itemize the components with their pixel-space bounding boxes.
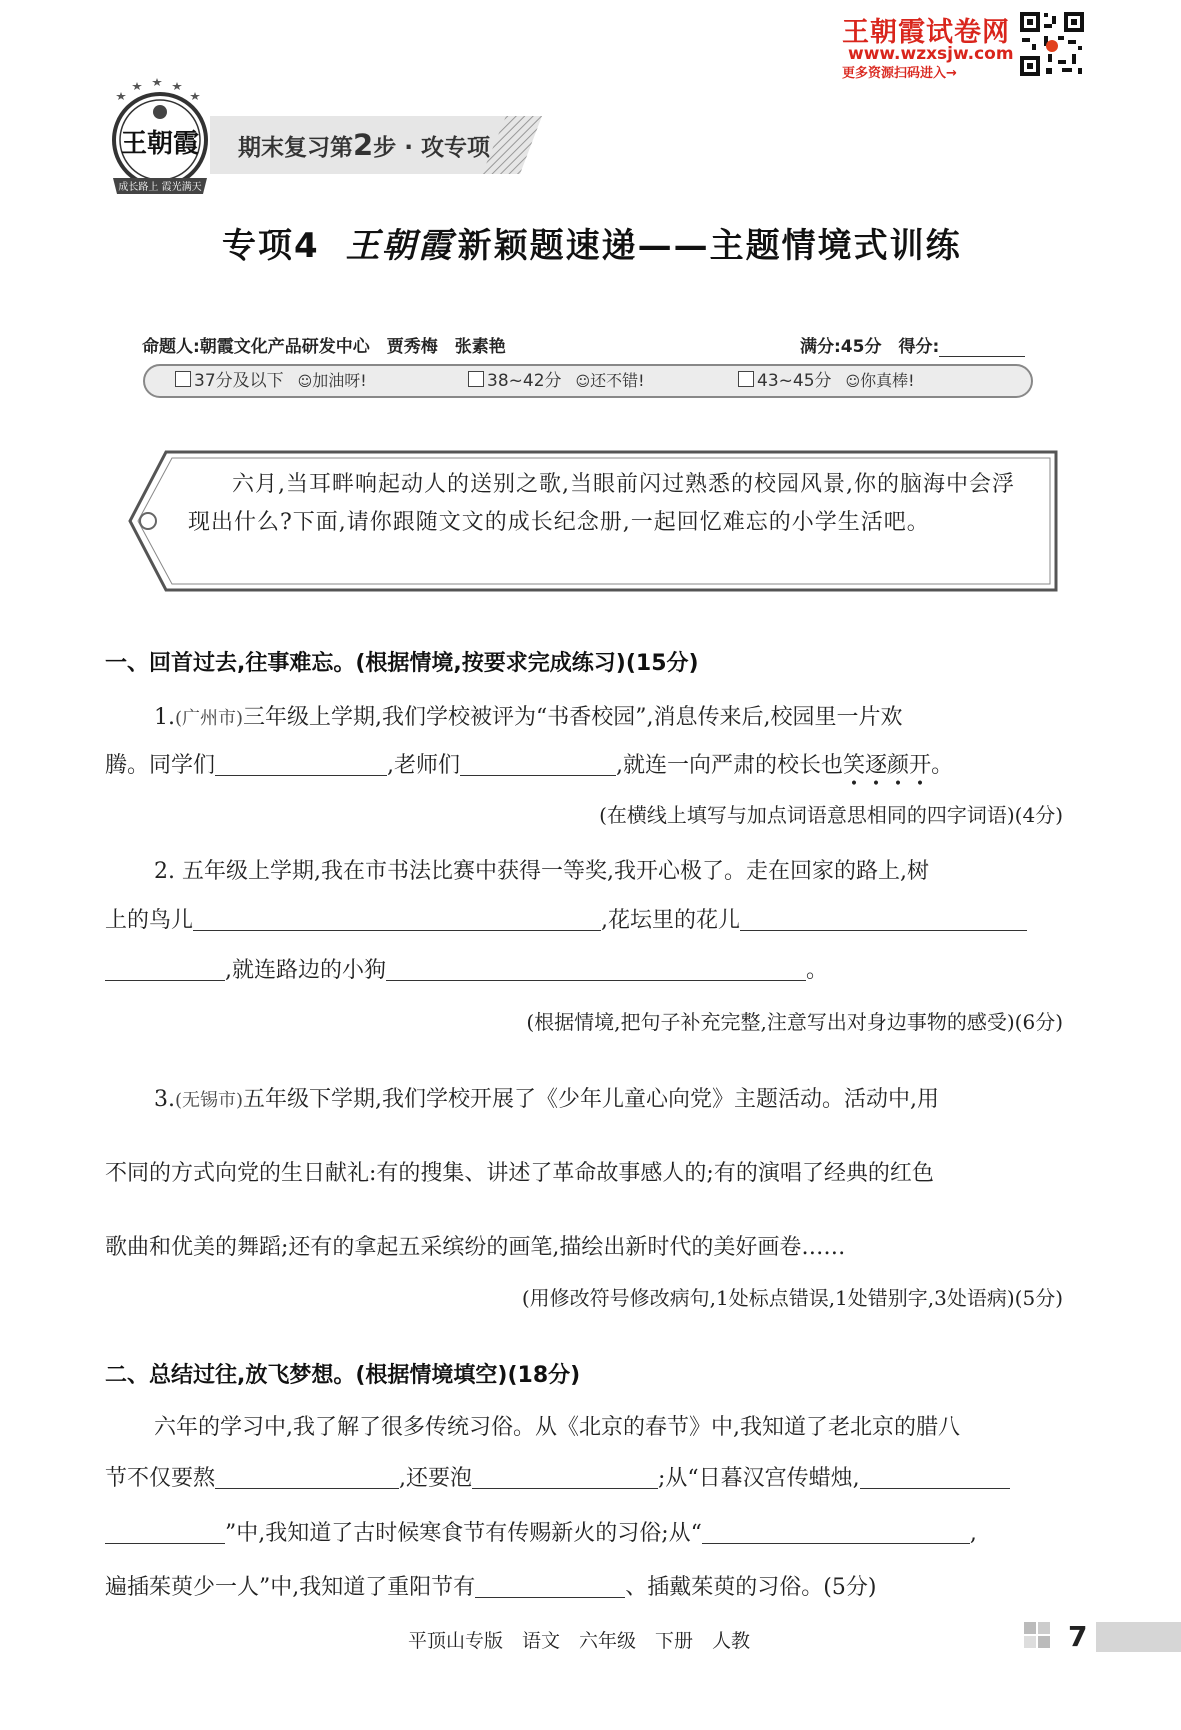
q1-blank-2[interactable] [460, 751, 616, 776]
grade-option-2[interactable]: 38~42分 ☺还不错! [468, 366, 645, 396]
q2-note: (根据情境,把句子补充完整,注意写出对身边事物的感受)(6分) [526, 1010, 1063, 1034]
page-title: 专项4 王朝霞 新颖题速递——主题情境式训练 [222, 226, 962, 266]
qr-code-icon[interactable] [1018, 10, 1086, 78]
s2-blank-3[interactable] [860, 1464, 1010, 1489]
q2-blank-3[interactable] [105, 956, 225, 981]
authors: 命题人:朝霞文化产品研发中心 贾秀梅 张素艳 [142, 337, 506, 357]
q2-blank-4[interactable] [386, 956, 806, 981]
s2-blank-1[interactable] [215, 1464, 399, 1489]
s2-line1: 六年的学习中,我了解了很多传统习俗。从《北京的春节》中,我知道了老北京的腊八 [154, 1415, 960, 1440]
q2-line3: ,就连路边的小狗 。 [105, 953, 828, 984]
s2-blank-6[interactable] [475, 1573, 625, 1598]
checkbox [175, 371, 191, 387]
q3-line1: 3.(无锡市)五年级下学期,我们学校开展了《少年儿童心向党》主题活动。活动中,用 [154, 1087, 940, 1112]
step-banner-text: 期末复习第2步 · 攻专项 [238, 128, 490, 162]
page-corner-decoration [1024, 1620, 1181, 1660]
intro-text: 六月,当耳畔响起动人的送别之歌,当眼前闪过熟悉的校园风景,你的脑海中会浮现出什么?下面,请你跟随文文的成长纪念册,一起回忆难忘的小学生活吧。 [188, 472, 1015, 535]
q3-note: (用修改符号修改病句,1处标点错误,1处错别字,3处语病)(5分) [521, 1286, 1063, 1310]
q3-line2[interactable]: 不同的方式向党的生日献礼:有的搜集、讲述了革命故事感人的;有的演唱了经典的红色 [105, 1161, 934, 1186]
checkbox [738, 371, 754, 387]
title-brandmark: 王朝霞 [345, 226, 454, 266]
checkbox [468, 371, 484, 387]
s2-blank-5[interactable] [702, 1519, 970, 1544]
q1-line1: 1.(广州市)三年级上学期,我们学校被评为“书香校园”,消息传来后,校园里一片欢 [154, 705, 903, 730]
smiley-icon: ☺ [845, 374, 861, 390]
q1-blank-1[interactable] [215, 751, 387, 776]
q1-note: (在横线上填写与加点词语意思相同的四字词语)(4分) [599, 803, 1063, 827]
brand-logo [107, 78, 217, 202]
brand-url[interactable]: www.wzxsjw.com [848, 44, 1014, 64]
grade-option-1[interactable]: 37分及以下 ☺加油呀! [175, 366, 367, 396]
smiley-icon: ☺ [575, 374, 591, 390]
score-field: 满分:45分 得分: [800, 332, 1025, 357]
logo-text: 王朝霞 [120, 129, 200, 159]
score-input[interactable] [939, 338, 1025, 357]
dotted-char: 开 [909, 753, 932, 778]
q2-line1: 2. 五年级上学期,我在市书法比赛中获得一等奖,我开心极了。走在回家的路上,树 [154, 859, 929, 884]
s2-line4: 遍插茱萸少一人”中,我知道了重阳节有 、插戴茱萸的习俗。(5分) [105, 1575, 877, 1600]
dotted-char: 颜 [887, 753, 910, 778]
q1-line2: 腾。同学们 ,老师们 ,就连一向严肃的校长也笑逐颜开。 [105, 753, 954, 778]
smiley-icon: ☺ [297, 374, 313, 390]
q3-line3[interactable]: 歌曲和优美的舞蹈;还有的拿起五采缤纷的画笔,描绘出新时代的美好画卷…… [105, 1235, 846, 1260]
dotted-char: 笑 [843, 753, 866, 778]
dotted-word [843, 753, 931, 778]
section2-heading: 二、总结过往,放飞梦想。(根据情境填空)(18分) [105, 1363, 581, 1388]
s2-line3: ”中,我知道了古时候寒食节有传赐新火的习俗;从“ , [105, 1516, 977, 1547]
q2-blank-2[interactable] [740, 906, 1027, 931]
grading-scale [143, 364, 1033, 398]
q2-line2: 上的鸟儿 ,花坛里的花儿 [105, 903, 1027, 934]
brand-tip: 更多资源扫码进入→ [842, 66, 957, 81]
s2-line2: 节不仅要熬 ,还要泡 ;从“日暮汉宫传蜡烛, [105, 1461, 1010, 1492]
s2-blank-2[interactable] [472, 1464, 658, 1489]
page-number: 7 [1068, 1620, 1088, 1653]
footer-info: 平顶山专版 语文 六年级 下册 人教 [408, 1630, 751, 1652]
dotted-char: 逐 [865, 753, 888, 778]
section1-heading: 一、回首过去,往事难忘。(根据情境,按要求完成练习)(15分) [105, 651, 699, 676]
logo-ribbon: 成长路上 霞光满天 [118, 182, 202, 193]
s2-blank-4[interactable] [105, 1519, 225, 1544]
brand-name: 王朝霞试卷网 [842, 17, 1010, 48]
grade-option-3[interactable]: 43~45分 ☺你真棒! [738, 366, 915, 396]
q2-blank-1[interactable] [193, 906, 601, 931]
